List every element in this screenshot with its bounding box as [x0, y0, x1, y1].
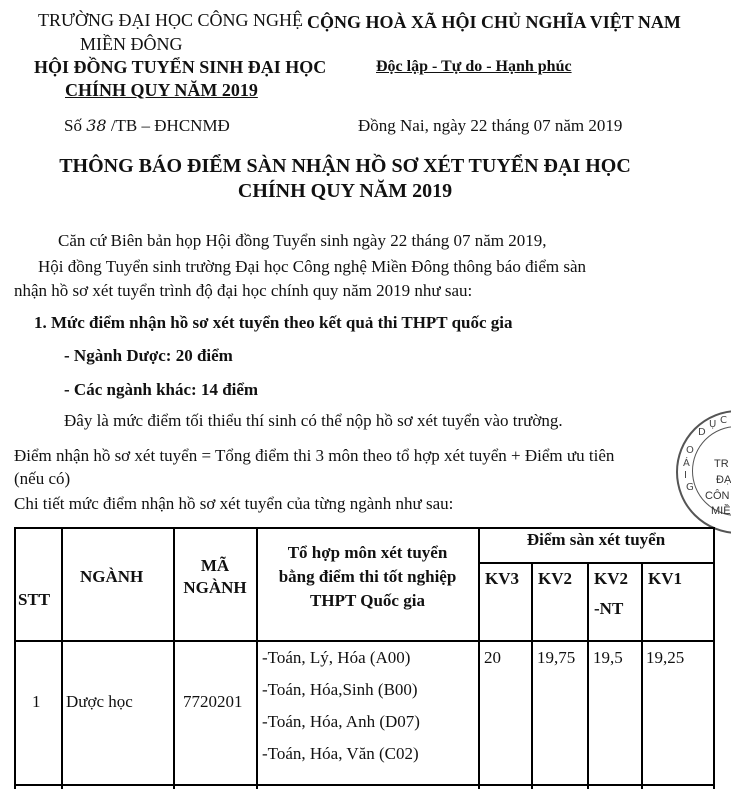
- seal-text-line: MIỀ: [711, 505, 731, 517]
- legal-basis: Căn cứ Biên bản họp Hội đồng Tuyển sinh ngày 22 tháng 07 năm 2019,: [58, 231, 547, 250]
- seal-text-line: TR: [714, 458, 729, 470]
- council-year: CHÍNH QUY NĂM 2019: [65, 80, 258, 100]
- table-border: [478, 562, 714, 564]
- school-name-line2: MIỀN ĐÔNG: [80, 34, 183, 54]
- header-code-line2: NGÀNH: [183, 578, 247, 597]
- row-combination: -Toán, Hóa,Sinh (B00): [262, 680, 418, 699]
- school-name-line1: TRƯỜNG ĐẠI HỌC CÔNG NGHỆ: [38, 10, 303, 30]
- council-name: HỘI ĐỒNG TUYỂN SINH ĐẠI HỌC: [34, 57, 327, 77]
- seal-ring-letter: G: [686, 482, 694, 493]
- table-border: [641, 562, 643, 789]
- document-title-line1: THÔNG BÁO ĐIỂM SÀN NHẬN HỒ SƠ XÉT TUYỂN ĐẠI HỌC: [59, 155, 631, 177]
- table-border: [531, 562, 533, 789]
- header-kv2: KV2: [538, 569, 572, 588]
- bullet-other-majors: - Các ngành khác: 14 điểm: [64, 380, 259, 399]
- document-number-handwritten: 38: [86, 116, 107, 135]
- seal-ring-letter: C: [720, 415, 727, 426]
- formula-line1: Điểm nhận hồ sơ xét tuyển = Tổng điểm thi 3 môn theo tổ hợp xét tuyển + Điểm ưu tiên: [14, 446, 615, 465]
- header-kv2nt-line1: KV2: [594, 569, 628, 588]
- announcement-line1: Hội đồng Tuyển sinh trường Đại học Công nghệ Miền Đông thông báo điểm sàn: [38, 257, 587, 276]
- row-kv2: 19,75: [537, 648, 576, 667]
- row-combination: -Toán, Hóa, Văn (C02): [262, 744, 419, 763]
- row-kv2nt: 19,5: [593, 648, 623, 667]
- document-number-prefix: Số: [64, 116, 82, 135]
- row-kv3: 20: [484, 648, 501, 667]
- table-border: [14, 527, 16, 789]
- announcement-line2: nhận hồ sơ xét tuyển trình độ đại học chính quy năm 2019 như sau:: [14, 281, 473, 300]
- header-kv3: KV3: [485, 569, 519, 588]
- minimum-note: Đây là mức điểm tối thiểu thí sinh có thể nộp hồ sơ xét tuyển vào trường.: [64, 411, 563, 430]
- row-combination: -Toán, Hóa, Anh (D07): [262, 712, 420, 731]
- header-kv2nt-line2: -NT: [594, 599, 624, 618]
- formula-line2: (nếu có): [14, 469, 71, 488]
- section-1-heading: 1. Mức điểm nhận hồ sơ xét tuyển theo kết quả thi THPT quốc gia: [34, 313, 513, 332]
- row-kv1: 19,25: [646, 648, 685, 667]
- detail-intro: Chi tiết mức điểm nhận hồ sơ xét tuyển của từng ngành như sau:: [14, 494, 454, 513]
- table-border: [713, 527, 715, 789]
- seal-ring-letter: Á: [683, 458, 690, 469]
- table-border: [478, 527, 480, 789]
- seal-ring-letter: O: [686, 445, 694, 456]
- seal-text-line: CÔN: [705, 490, 730, 502]
- header-stt: STT: [18, 590, 51, 609]
- bullet-pharmacy: - Ngành Dược: 20 điểm: [64, 346, 233, 365]
- row-stt: 1: [32, 692, 41, 711]
- seal-ring-letter: Ụ: [709, 419, 717, 430]
- header-cutoff-score: Điểm sàn xét tuyển: [526, 530, 666, 549]
- document-title-line2: CHÍNH QUY NĂM 2019: [237, 180, 453, 202]
- header-combination-line1: Tổ hợp môn xét tuyển: [287, 543, 448, 562]
- header-combination-line2: bằng điểm thi tốt nghiệp: [278, 567, 457, 586]
- header-kv1: KV1: [648, 569, 682, 588]
- row-major: Dược học: [66, 692, 133, 711]
- seal-ring-letter: D: [698, 427, 706, 438]
- document-code: /TB – ĐHCNMĐ: [110, 116, 230, 135]
- row-combination: -Toán, Lý, Hóa (A00): [262, 648, 411, 667]
- header-code-line1: MÃ: [200, 556, 230, 575]
- header-major: NGÀNH: [80, 567, 144, 586]
- seal-ring-letter: I: [684, 470, 687, 481]
- national-title: CỘNG HOÀ XÃ HỘI CHỦ NGHĨA VIỆT NAM: [307, 12, 681, 32]
- table-border: [61, 527, 63, 789]
- table-border: [14, 527, 714, 529]
- place-date: Đồng Nai, ngày 22 tháng 07 năm 2019: [358, 116, 623, 135]
- national-motto: Độc lập - Tự do - Hạnh phúc: [376, 58, 572, 75]
- table-border: [14, 640, 714, 642]
- table-border: [14, 784, 714, 786]
- header-combination-line3: THPT Quốc gia: [310, 591, 425, 610]
- seal-text-line: ĐẠ: [716, 474, 731, 486]
- table-border: [587, 562, 589, 789]
- row-code: 7720201: [183, 692, 243, 711]
